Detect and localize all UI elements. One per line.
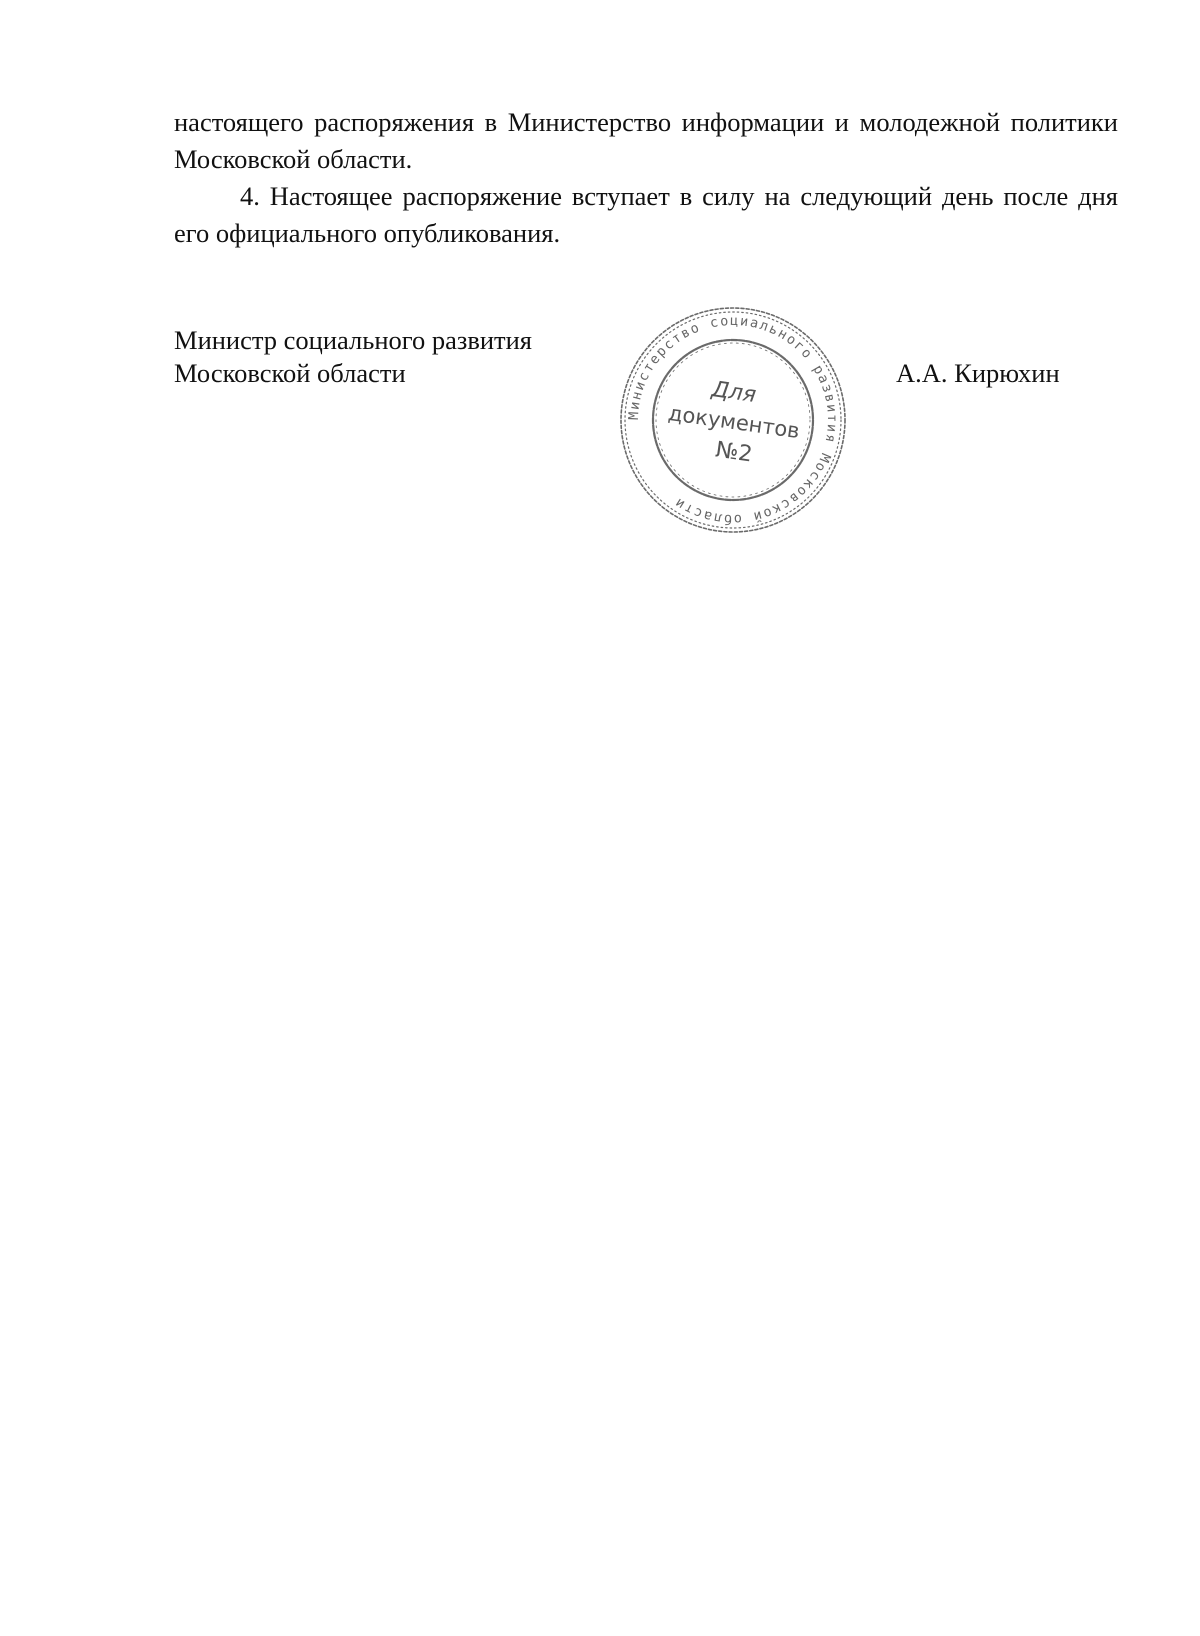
signatory-position-line-2: Московской области <box>174 358 406 388</box>
signatory-name: А.А. Кирюхин <box>896 358 1060 388</box>
stamp-center-line-1: Для <box>710 377 758 409</box>
document-body <box>174 104 1118 252</box>
paragraph-4: 4. Настоящее распоряжение вступает в силу на следующий день после дня его официального опубликования. <box>174 181 1118 248</box>
stamp-center-line-3: №2 <box>713 437 754 468</box>
stamp-center-line-2: документов <box>666 400 802 444</box>
paragraph-continuation: настоящего распоряжения в Министерство информации и молодежной политики Московской области. <box>174 107 1118 174</box>
signatory-position-line-1: Министр социального развития <box>174 325 532 355</box>
seal-icon <box>616 303 850 537</box>
official-seal-stamp <box>616 303 850 537</box>
stamp-ring-text: Министерство социального развития Московской области <box>625 312 841 528</box>
signatory-position <box>174 324 532 390</box>
